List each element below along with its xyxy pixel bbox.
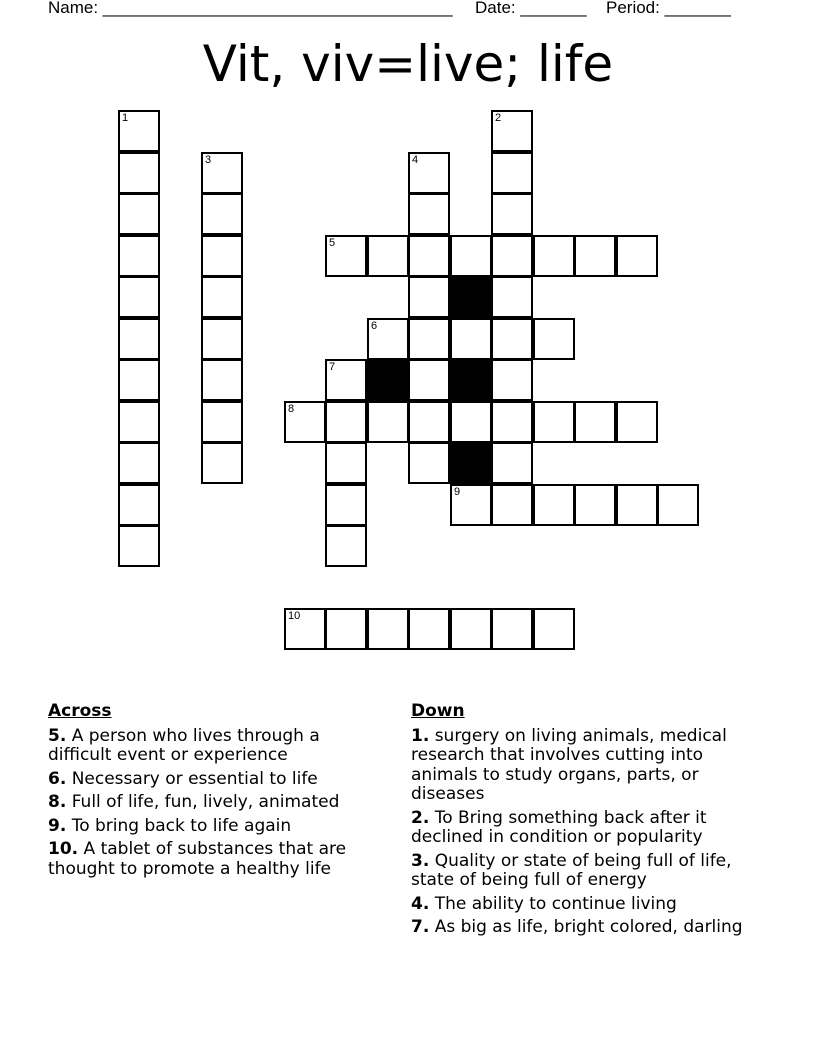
crossword-cell[interactable]: [118, 401, 160, 443]
crossword-cell[interactable]: [325, 401, 367, 443]
down-clues: [411, 702, 761, 942]
clue-number: 4: [412, 154, 419, 166]
clue-number: 7: [329, 361, 336, 373]
crossword-cell[interactable]: [491, 359, 533, 401]
page-title: Vit, viv=live; life: [202, 35, 614, 93]
crossword-cell[interactable]: [616, 235, 658, 277]
crossword-cell[interactable]: [201, 359, 243, 401]
across-heading: Across: [48, 701, 112, 721]
clue-number-label: 9.: [48, 815, 67, 836]
crossword-cell[interactable]: [367, 401, 409, 443]
crossword-cell[interactable]: [450, 401, 492, 443]
clue-text: As big as life, bright colored, darling: [434, 917, 743, 937]
crossword-cell[interactable]: [118, 276, 160, 318]
crossword-cell[interactable]: [491, 276, 533, 318]
period-field[interactable]: Period: _______: [606, 0, 731, 17]
crossword-cell[interactable]: [574, 235, 616, 277]
clue-number-label: 5.: [48, 725, 67, 746]
crossword-cell[interactable]: [491, 442, 533, 484]
clue-number: 2: [495, 112, 502, 124]
crossword-cell[interactable]: [491, 110, 533, 152]
crossword-cell[interactable]: [325, 235, 367, 277]
crossword-cell[interactable]: [574, 484, 616, 526]
down-clue: [411, 918, 761, 938]
crossword-cell[interactable]: [450, 235, 492, 277]
down-clue: [411, 809, 761, 848]
down-clue: [411, 727, 761, 805]
crossword-cell[interactable]: [657, 484, 699, 526]
clue-number-label: 1.: [411, 725, 430, 746]
clue-number: 1: [122, 112, 129, 124]
clue-number: 8: [288, 403, 295, 415]
crossword-cell[interactable]: [450, 484, 492, 526]
crossword-cell[interactable]: [408, 276, 450, 318]
crossword-cell[interactable]: [118, 235, 160, 277]
date-field[interactable]: Date: _______: [475, 0, 587, 17]
crossword-cell[interactable]: [325, 442, 367, 484]
crossword-cell[interactable]: [118, 484, 160, 526]
crossword-cell[interactable]: [325, 484, 367, 526]
name-field[interactable]: Name: _____________________________________: [48, 0, 453, 17]
crossword-cell[interactable]: [408, 359, 450, 401]
crossword-cell[interactable]: [201, 318, 243, 360]
crossword-cell[interactable]: [408, 235, 450, 277]
crossword-cell[interactable]: [491, 608, 533, 650]
crossword-cell[interactable]: [491, 401, 533, 443]
clue-text: To Bring something back after it declined in condition or popularity: [411, 807, 707, 847]
crossword-cell[interactable]: [367, 608, 409, 650]
crossword-cell[interactable]: [616, 484, 658, 526]
crossword-cell[interactable]: [408, 318, 450, 360]
across-clue: [48, 840, 378, 879]
crossword-cell[interactable]: [201, 401, 243, 443]
crossword-cell[interactable]: [408, 193, 450, 235]
crossword-cell[interactable]: [533, 401, 575, 443]
clue-number-label: 4.: [411, 893, 430, 914]
clue-number: 5: [329, 237, 336, 249]
crossword-cell[interactable]: [118, 152, 160, 194]
crossword-cell[interactable]: [533, 235, 575, 277]
black-square: [450, 359, 492, 401]
crossword-cell[interactable]: [201, 152, 243, 194]
crossword-cell[interactable]: [118, 442, 160, 484]
clue-number-label: 2.: [411, 807, 430, 828]
clue-text: surgery on living animals, medical research that involves cutting into animals to study organs, parts, or diseases: [411, 725, 727, 804]
crossword-cell[interactable]: [450, 318, 492, 360]
crossword-cell[interactable]: [367, 235, 409, 277]
clue-number: 6: [371, 320, 378, 332]
crossword-cell[interactable]: [201, 235, 243, 277]
crossword-cell[interactable]: [201, 193, 243, 235]
crossword-cell[interactable]: [491, 152, 533, 194]
black-square: [367, 359, 409, 401]
crossword-cell[interactable]: [574, 401, 616, 443]
clue-text: To bring back to life again: [71, 815, 292, 836]
crossword-cell[interactable]: [533, 318, 575, 360]
crossword-cell[interactable]: [491, 193, 533, 235]
across-clue-list: [48, 727, 378, 880]
clue-text: Full of life, fun, lively, animated: [71, 792, 340, 812]
crossword-cell[interactable]: [616, 401, 658, 443]
clue-number-label: 6.: [48, 768, 67, 789]
clue-text: The ability to continue living: [434, 893, 677, 914]
crossword-cell[interactable]: [491, 318, 533, 360]
crossword-cell[interactable]: [325, 608, 367, 650]
across-clue: [48, 793, 378, 813]
crossword-cell[interactable]: [408, 401, 450, 443]
crossword-cell[interactable]: [118, 318, 160, 360]
crossword-cell[interactable]: [491, 235, 533, 277]
across-clues: [48, 702, 378, 883]
down-heading: Down: [411, 701, 465, 721]
crossword-cell[interactable]: [325, 525, 367, 567]
crossword-cell[interactable]: [118, 193, 160, 235]
crossword-cell[interactable]: [408, 152, 450, 194]
crossword-cell[interactable]: [367, 318, 409, 360]
clue-number-label: 10.: [48, 839, 79, 859]
clue-number-label: 8.: [48, 792, 67, 812]
crossword-cell[interactable]: [491, 484, 533, 526]
clue-number: 3: [205, 154, 212, 166]
clue-text: A tablet of substances that are thought to promote a healthy life: [48, 839, 347, 879]
down-clue: [411, 852, 761, 891]
across-clue: [48, 770, 378, 790]
clue-text: Quality or state of being full of life, state of being full of energy: [411, 850, 732, 890]
clue-number: 10: [288, 610, 301, 622]
crossword-cell[interactable]: [118, 359, 160, 401]
crossword-cell[interactable]: [118, 110, 160, 152]
down-clue-list: [411, 727, 761, 938]
down-clue: [411, 895, 761, 915]
black-square: [450, 442, 492, 484]
clue-number-label: 7.: [411, 917, 430, 937]
crossword-cell[interactable]: [284, 401, 326, 443]
clue-text: A person who lives through a difficult event or experience: [48, 725, 320, 765]
crossword-cell[interactable]: [450, 608, 492, 650]
crossword-cell[interactable]: [201, 442, 243, 484]
across-clue: [48, 817, 378, 837]
clue-number-label: 3.: [411, 850, 430, 871]
crossword-cell[interactable]: [325, 359, 367, 401]
across-clue: [48, 727, 378, 766]
crossword-cell[interactable]: [201, 276, 243, 318]
clue-number: 9: [454, 486, 461, 498]
crossword-cell[interactable]: [533, 608, 575, 650]
clue-text: Necessary or essential to life: [71, 768, 318, 789]
crossword-cell[interactable]: [284, 608, 326, 650]
black-square: [450, 276, 492, 318]
crossword-cell[interactable]: [118, 525, 160, 567]
crossword-cell[interactable]: [408, 608, 450, 650]
crossword-cell[interactable]: [408, 442, 450, 484]
crossword-cell[interactable]: [533, 484, 575, 526]
